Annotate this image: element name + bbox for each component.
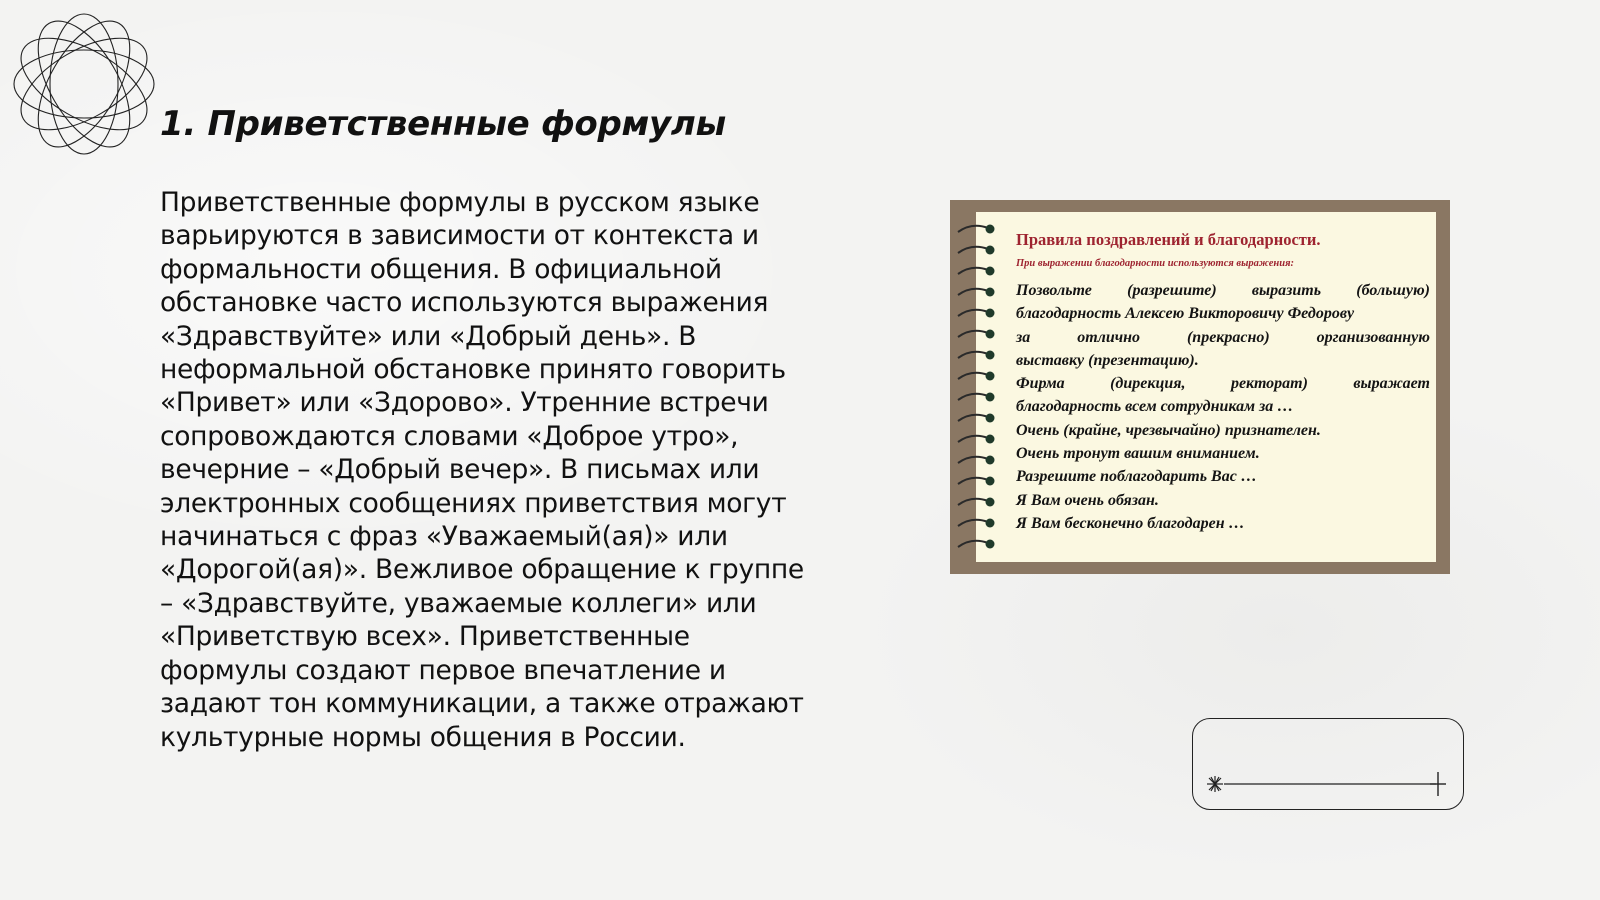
notebook-line	[1016, 395, 1430, 418]
ring-wire	[958, 268, 988, 274]
ring-hole	[986, 414, 995, 423]
ring-wire	[958, 499, 988, 505]
notebook-line-word: за	[1016, 328, 1031, 346]
decorative-line	[1200, 772, 1456, 796]
notebook-line-word: выражает	[1353, 375, 1430, 393]
notebook-line-word: (разрешите)	[1127, 282, 1217, 299]
notebook-line-word: благодарность всем сотрудникам за …	[1016, 398, 1294, 416]
notebook-line-word: выразить	[1251, 282, 1322, 299]
notebook-line-word: организованную	[1316, 328, 1430, 346]
ring-hole	[986, 246, 995, 255]
notebook-line-word: ректорат)	[1230, 375, 1308, 393]
notebook-line	[1016, 302, 1430, 325]
star-cross-icon	[1430, 772, 1446, 796]
notebook-heading: Правила поздравлений и благодарности.	[1016, 230, 1321, 249]
page-title: 1. Приветственные формулы	[160, 104, 726, 144]
notebook-line-word: Я Вам бесконечно благодарен …	[1016, 514, 1245, 532]
ring-hole	[986, 456, 995, 465]
notebook-line-word: благодарность Алексею Викторовичу Федорову	[1016, 305, 1355, 323]
ring-wire	[958, 457, 988, 463]
ring-wire	[958, 226, 988, 232]
ring-wire	[958, 373, 988, 379]
notebook-line	[1016, 489, 1430, 512]
notebook-rings-icon	[954, 220, 996, 550]
ring-wire	[958, 436, 988, 442]
notebook-line	[1016, 372, 1430, 395]
ring-hole	[986, 351, 995, 360]
ring-wire	[958, 310, 988, 316]
ring-hole	[986, 498, 995, 507]
ring-hole	[986, 225, 995, 234]
ring-wire	[958, 415, 988, 421]
notebook-line-word: (прекрасно)	[1186, 328, 1270, 346]
ring-wire	[958, 394, 988, 400]
notebook-line-word: Я Вам очень обязан.	[1016, 491, 1159, 509]
ring-hole	[986, 267, 995, 276]
ring-hole	[986, 309, 995, 318]
notebook-image	[950, 200, 1450, 574]
notebook-line	[1016, 279, 1430, 302]
notebook-line	[1016, 512, 1430, 535]
ring-hole	[986, 435, 995, 444]
ring-hole	[986, 288, 995, 297]
notebook-line	[1016, 419, 1430, 442]
notebook-line-word: (большую)	[1356, 282, 1430, 299]
notebook-line	[1016, 465, 1430, 488]
decorative-rounded-box	[1192, 718, 1464, 810]
notebook-line	[1016, 326, 1430, 349]
notebook-line-word: (дирекция,	[1110, 375, 1186, 393]
ring-hole	[986, 477, 995, 486]
ring-hole	[986, 330, 995, 339]
ring-wire	[958, 520, 988, 526]
notebook-subheading: При выражении благодарности используются выражения:	[1016, 258, 1294, 269]
notebook-line-word: Разрешите поблагодарить Вас …	[1016, 468, 1257, 486]
notebook-line	[1016, 442, 1430, 465]
notebook-line	[1016, 349, 1430, 372]
sparkle-icon	[1207, 776, 1223, 792]
ring-wire	[958, 331, 988, 337]
body-paragraph: Приветственные формулы в русском языке варьируются в зависимости от контекста и формальности общения. В официальной обстановке часто используются выражения «Здравствуйте» или «Добрый день». В неформальной обстановке принято говорить «Привет» или «Здорово». Утренние встречи сопровождаются словами «Доброе утро», вечерние – «Добрый вечер». В письмах или электронных сообщениях приветствия могут начинаться с фраз «Уважаемый(ая)» или «Дорогой(ая)». Вежливое обращение к группе – «Здравствуйте, уважаемые коллеги» или «Приветствую всех». Приветственные формулы создают первое впечатление и задают тон коммуникации, а также отражают культурные нормы общения в России.	[160, 187, 804, 753]
notebook-line-word: отлично	[1077, 328, 1141, 346]
ring-hole	[986, 519, 995, 528]
ring-wire	[958, 289, 988, 295]
ring-hole	[986, 540, 995, 549]
ring-wire	[958, 247, 988, 253]
ring-wire	[958, 352, 988, 358]
ring-hole	[986, 393, 995, 402]
spirograph-ornament-icon	[10, 10, 158, 158]
notebook-line-word: Очень тронут вашим вниманием.	[1016, 445, 1260, 463]
notebook-line-word: выставку (презентацию).	[1016, 351, 1199, 369]
notebook-content	[1016, 230, 1430, 535]
ring-wire	[958, 478, 988, 484]
notebook-lines	[1016, 279, 1430, 535]
ring-wire	[958, 541, 988, 547]
notebook-line-word: Позвольте	[1016, 282, 1092, 299]
ring-hole	[986, 372, 995, 381]
notebook-line-word: Очень (крайне, чрезвычайно) признателен.	[1016, 421, 1321, 439]
notebook-line-word: Фирма	[1016, 375, 1065, 393]
